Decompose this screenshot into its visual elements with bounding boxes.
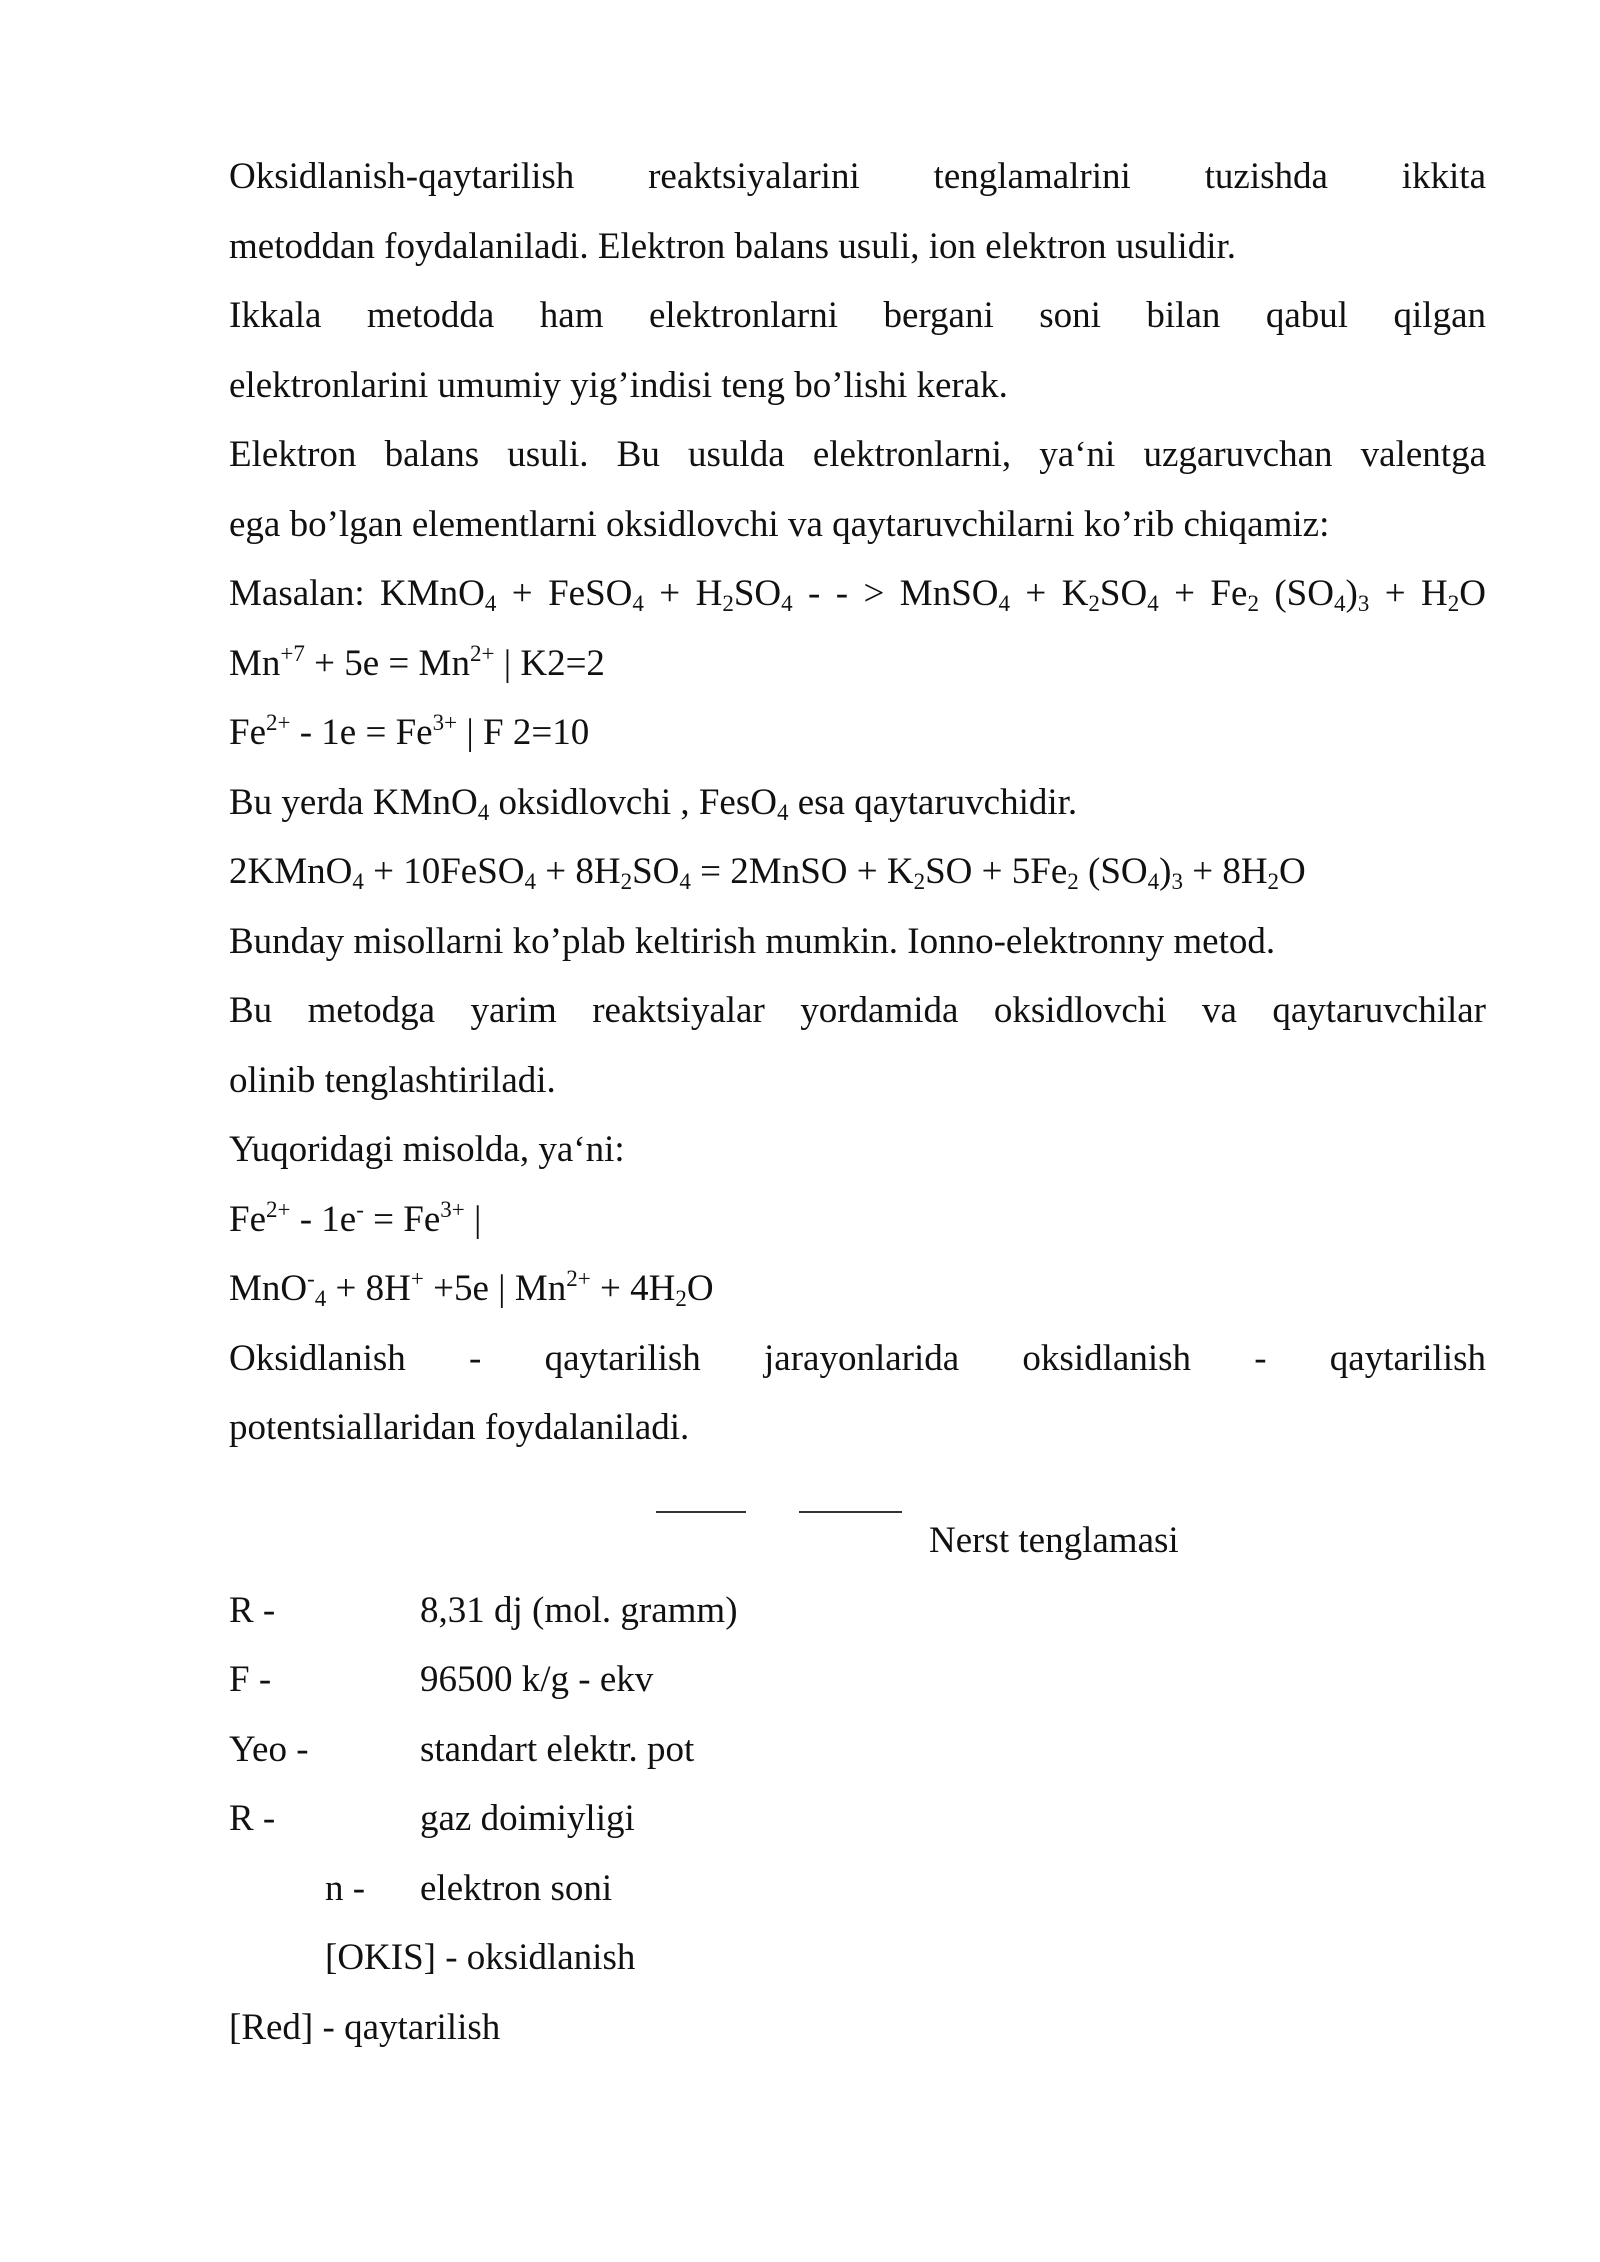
- paragraph-4: Bunday misollarni ko’plab keltirish mumkin. Ionno-elektronny metod.: [229, 921, 1276, 962]
- paragraph-5-line-1: Bu metodga yarim reaktsiyalar yordamida oksidlovchi va qaytaruvchilar: [229, 990, 1486, 1031]
- paragraph-2-line-1: Ikkala metodda ham elektronlarni bergani soni bilan qabul qilgan: [229, 295, 1486, 336]
- equation-masalan: Masalan: KMnO$_4$ + FeSO$_4$ + $H_2SO_4$ - - > MnSO$_4$ + $K_2SO_4 + Fe_2$ $(SO_4)_3 + H_2O$: [229, 573, 1486, 616]
- definition-term-yeo: Yeo -: [229, 1729, 309, 1770]
- definition-term-f: F -: [229, 1659, 272, 1700]
- nernst-equation-title: Nerst tenglamasi: [929, 1520, 1179, 1561]
- definition-desc-r: 8,31 dj (mol. gramm): [420, 1590, 738, 1631]
- paragraph-7-line-2: potentsiallaridan foydalaniladi.: [229, 1407, 690, 1448]
- half-reaction-mn: MnO-$_4$ + 8H+ +5e | $Mn^{2+} + 4H_2O$: [229, 1266, 714, 1311]
- equation-balanced: 2KMnO$_4$ + 10FeSO$_4$ + $8H_2SO_4$ = 2MnSO + $K_2SO + 5Fe_2$ $(SO_4)_3 + 8H_2O$: [229, 851, 1306, 894]
- masalan-prefix: Masalan:: [229, 573, 381, 614]
- definition-red: [Red] - qaytarilish: [229, 2007, 501, 2048]
- oxidizer-reducer-note: Bu yerda KMnO$_4$ oksidlovchi , FesO$_4$ esa qaytaruvchidir.: [229, 782, 1078, 825]
- formula-fraction-bar-1: [656, 1511, 746, 1513]
- paragraph-5-line-2: olinib tenglashtiriladi.: [229, 1060, 556, 1101]
- definition-desc-yeo: standart elektr. pot: [420, 1729, 695, 1770]
- equation-mn-reduction: $Mn^{+7} + 5e = Mn^{2+}$ | K2=2: [229, 641, 605, 684]
- definition-okis: [OKIS] - oksidlanish: [325, 1937, 636, 1978]
- definition-term-r-gas: R -: [229, 1798, 276, 1839]
- definition-desc-n: elektron soni: [420, 1868, 613, 1909]
- equation-fe-oxidation: $Fe^{2+} - 1e = Fe^{3+}$ | F 2=10: [229, 710, 590, 753]
- paragraph-6: Yuqoridagi misolda, ya‘ni:: [229, 1129, 625, 1170]
- paragraph-3-line-1: Elektron balans usuli. Bu usulda elektronlarni, ya‘ni uzgaruvchan valentga: [229, 434, 1486, 475]
- paragraph-1-line-1: Oksidlanish-qaytarilish reaktsiyalarini tenglamalrini tuzishda ikkita: [229, 156, 1486, 197]
- definition-term-n: n -: [325, 1868, 366, 1909]
- paragraph-1-line-2: metoddan foydalaniladi. Elektron balans usuli, ion elektron usulidir.: [229, 226, 1237, 267]
- paragraph-3-line-2: ega bo’lgan elementlarni oksidlovchi va qaytaruvchilarni ko’rib chiqamiz:: [229, 504, 1330, 545]
- paragraph-7-line-1: Oksidlanish - qaytarilish jarayonlarida oksidlanish - qaytarilish: [229, 1338, 1486, 1379]
- definition-desc-f: 96500 k/g - ekv: [420, 1659, 654, 1700]
- definition-term-r: R -: [229, 1590, 276, 1631]
- paragraph-2-line-2: elektronlarini umumiy yig’indisi teng bo’lishi kerak.: [229, 365, 1008, 406]
- half-reaction-fe: $Fe^{2+} - 1e^- = Fe^{3+}$ |: [229, 1197, 482, 1240]
- formula-fraction-bar-2: [799, 1511, 902, 1513]
- definition-desc-r-gas: gaz doimiyligi: [420, 1798, 635, 1839]
